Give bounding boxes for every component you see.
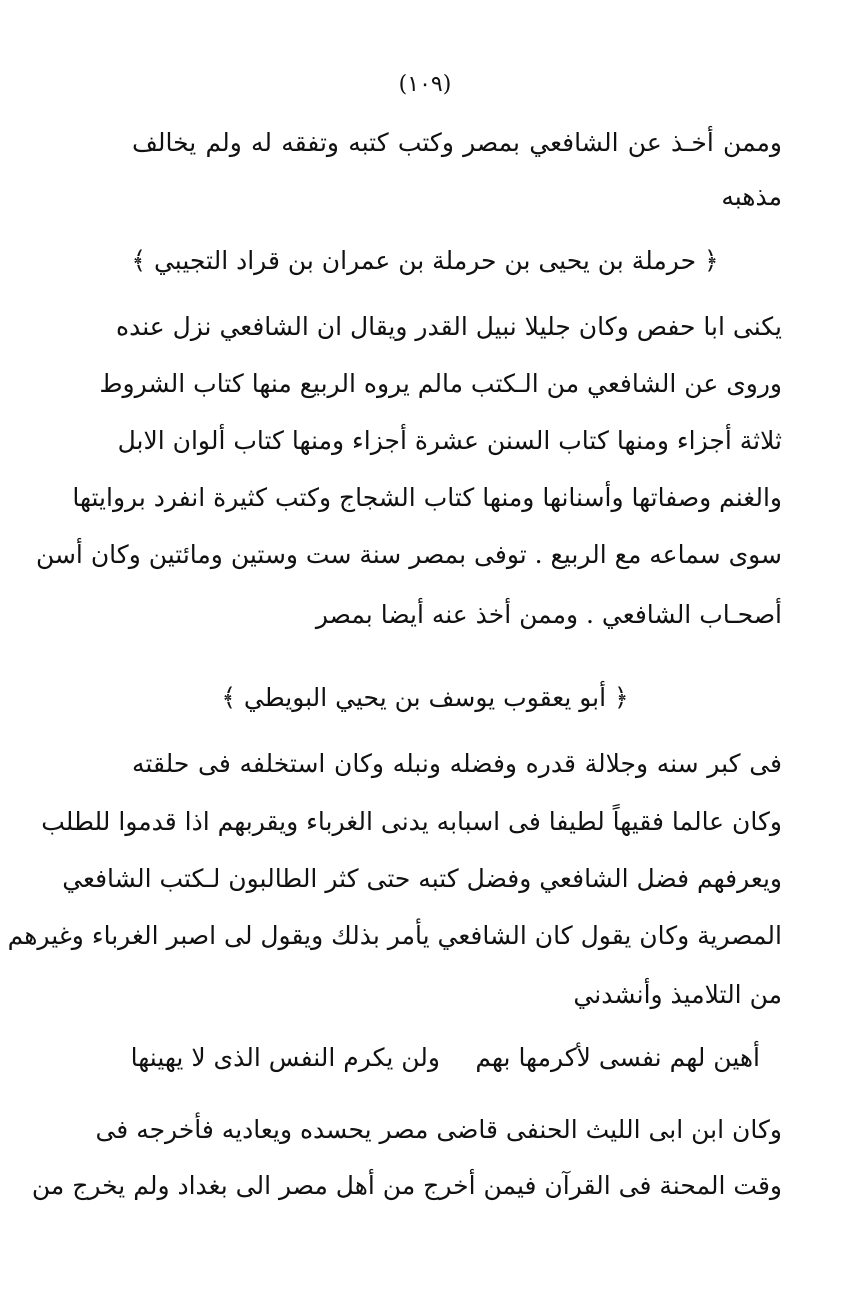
section-heading-harmala: ﴿ حرملة بن يحيى بن حرملة بن عمران بن قراد التجيبي ﴾ <box>131 246 719 275</box>
paragraph-line: المصرية وكان يقول كان الشافعي يأمر بذلك ويقول لى اصبر الغرباء وغيرهم <box>7 921 782 950</box>
paragraph-line: ثلاثة أجزاء ومنها كتاب السنن عشرة أجزاء ومنها كتاب ألوان الابل <box>117 426 782 455</box>
paragraph-line: وروى عن الشافعي من الـكتب مالم يروه الربيع منها كتاب الشروط <box>99 369 782 398</box>
paragraph-line-last: أصحـاب الشافعي . وممن أخذ عنه أيضا بمصر <box>315 600 782 629</box>
page-number: (١٠٩) <box>398 72 452 97</box>
paragraph-line: وقت المحنة فى القرآن فيمن أخرج من أهل مصر الى بغداد ولم يخرج من <box>31 1171 782 1200</box>
paragraph-line: سوى سماعه مع الربيع . توفى بمصر سنة ست وستين ومائتين وكان أسن <box>35 540 782 569</box>
verse-second-hemistich: ولن يكرم النفس الذى لا يهينها <box>130 1043 440 1072</box>
paragraph-line: يكنى ابا حفص وكان جليلا نبيل القدر ويقال ان الشافعي نزل عنده <box>115 312 782 341</box>
paragraph-line: والغنم وصفاتها وأسنانها ومنها كتاب الشجاج وكتب كثيرة انفرد بروايتها <box>72 483 782 512</box>
verse-first-hemistich: أهين لهم نفسى لأكرمها بهم <box>475 1043 760 1072</box>
paragraph-line: ويعرفهم فضل الشافعي وفضل كتبه حتى كثر الطالبون لـكتب الشافعي <box>62 864 782 893</box>
paragraph-line-last: من التلاميذ وأنشدني <box>573 980 782 1009</box>
paragraph-line: وكان عالما فقيهاً لطيفا فى اسبابه يدنى الغرباء ويقربهم اذا قدموا للطلب <box>41 807 782 836</box>
paragraph-line: وكان ابن ابى الليث الحنفى قاضى مصر يحسده ويعاديه فأخرجه فى <box>95 1115 782 1144</box>
intro-line-1: وممن أخـذ عن الشافعي بمصر وكتب كتبه وتفقه له ولم يخالف <box>132 128 782 157</box>
intro-line-2: مذهبه <box>721 182 782 211</box>
paragraph-line: فى كبر سنه وجلالة قدره وفضله ونبله وكان استخلفه فى حلقته <box>132 749 782 778</box>
section-heading-buwayti: ﴿ أبو يعقوب يوسف بن يحيي البويطي ﴾ <box>221 683 629 712</box>
